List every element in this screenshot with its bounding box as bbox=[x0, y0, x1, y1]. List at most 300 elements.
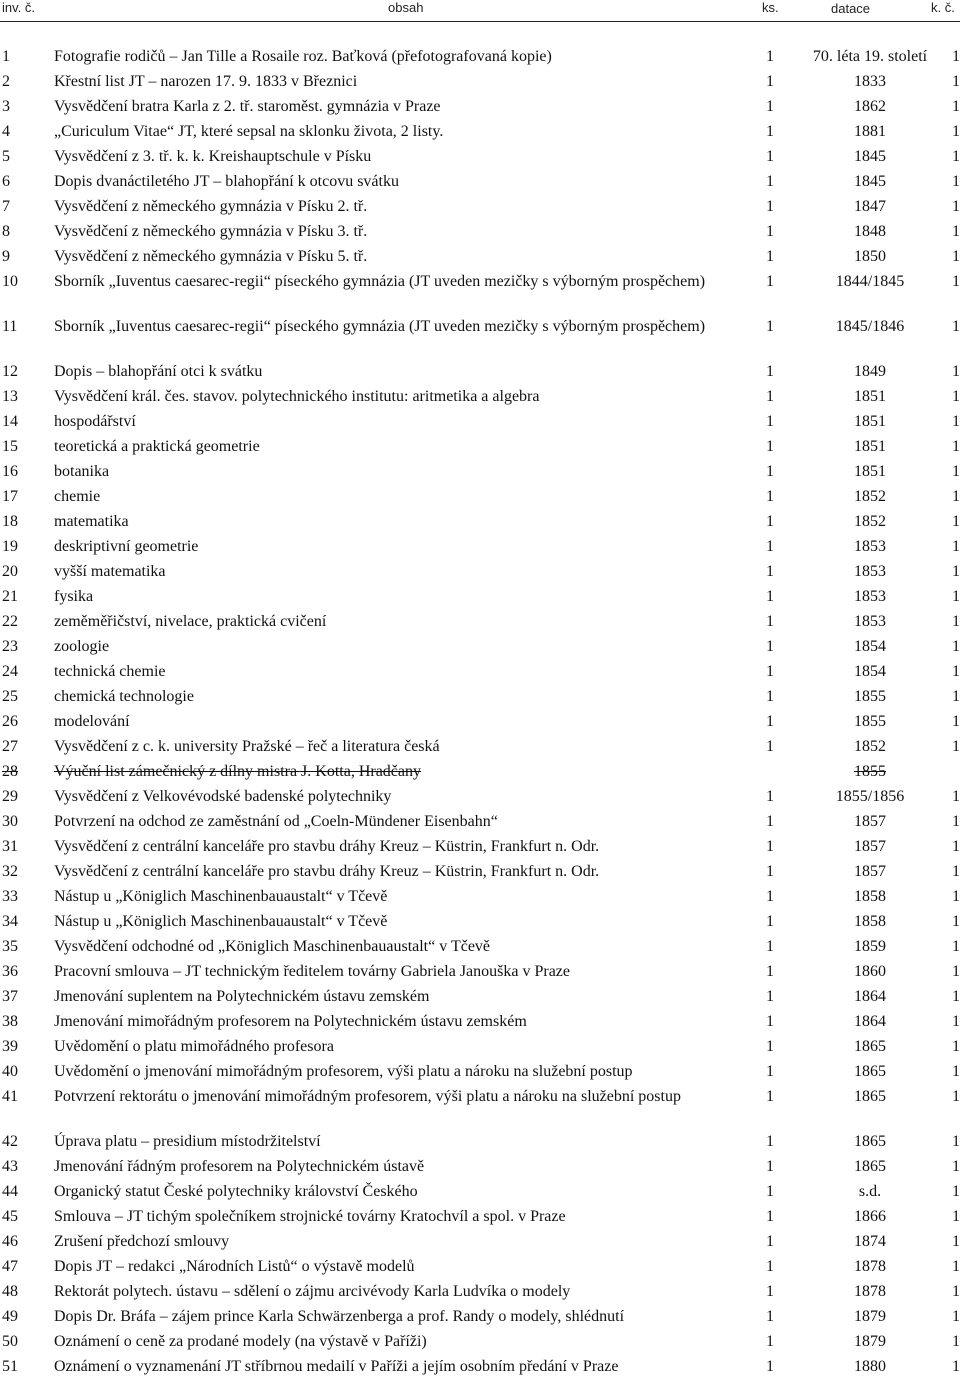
cell-date bbox=[794, 587, 946, 612]
cell-content: modelování bbox=[54, 713, 130, 730]
table-row bbox=[0, 1307, 960, 1332]
cell-date bbox=[794, 197, 946, 222]
cell-box-number: 1 bbox=[952, 688, 960, 705]
date-text: 1851 bbox=[854, 413, 886, 430]
date-text: 1854 bbox=[854, 663, 886, 680]
cell-inv-number: 17 bbox=[2, 488, 18, 505]
cell-count: 1 bbox=[766, 273, 774, 290]
cell-inv-number: 13 bbox=[2, 388, 18, 405]
table-row bbox=[0, 462, 960, 487]
table-row bbox=[0, 197, 960, 222]
table-row bbox=[0, 1207, 960, 1232]
cell-content: Potvrzení na odchod ze zaměstnání od „Coeln-Mündener Eisenbahn“ bbox=[54, 813, 498, 830]
cell-date bbox=[794, 437, 946, 462]
cell-inv-number: 46 bbox=[2, 1233, 18, 1250]
cell-box-number: 1 bbox=[952, 838, 960, 855]
cell-box-number: 1 bbox=[952, 1183, 960, 1200]
table-row bbox=[0, 1062, 960, 1087]
cell-count: 1 bbox=[766, 888, 774, 905]
cell-date bbox=[794, 1087, 946, 1132]
cell-count: 1 bbox=[766, 1063, 774, 1080]
table-row bbox=[0, 247, 960, 272]
table-row bbox=[0, 487, 960, 512]
cell-content: chemie bbox=[54, 488, 101, 505]
cell-date bbox=[794, 222, 946, 247]
cell-count: 1 bbox=[766, 563, 774, 580]
cell-content: teoretická a praktická geometrie bbox=[54, 438, 260, 455]
cell-date bbox=[794, 837, 946, 862]
cell-count: 1 bbox=[766, 588, 774, 605]
cell-box-number: 1 bbox=[952, 148, 960, 165]
date-text: 1862 bbox=[854, 98, 886, 115]
cell-box-number: 1 bbox=[952, 813, 960, 830]
cell-date bbox=[794, 362, 946, 387]
cell-date bbox=[794, 512, 946, 537]
cell-inv-number: 45 bbox=[2, 1208, 18, 1225]
cell-inv-number: 36 bbox=[2, 963, 18, 980]
date-text: 1879 bbox=[854, 1308, 886, 1325]
cell-content: Sborník „Iuventus caesarec-regii“ píseckého gymnázia (JT uveden mezičky s výborným prospěchem) bbox=[54, 318, 706, 335]
cell-count: 1 bbox=[766, 1038, 774, 1055]
date-text: 1852 bbox=[854, 738, 886, 755]
date-text: 1851 bbox=[854, 388, 886, 405]
cell-content: technická chemie bbox=[54, 663, 166, 680]
cell-inv-number: 8 bbox=[2, 223, 10, 240]
cell-box-number: 1 bbox=[952, 123, 960, 140]
date-text: 1854 bbox=[854, 638, 886, 655]
cell-content: „Curiculum Vitae“ JT, které sepsal na sklonku života, 2 listy. bbox=[54, 123, 444, 140]
cell-inv-number: 9 bbox=[2, 248, 10, 265]
cell-inv-number: 40 bbox=[2, 1063, 18, 1080]
column-header-datace: datace bbox=[831, 1, 871, 16]
cell-box-number: 1 bbox=[952, 1063, 960, 1080]
cell-date bbox=[794, 387, 946, 412]
cell-date bbox=[794, 737, 946, 762]
cell-content: zeměměřičství, nivelace, praktická cvičení bbox=[54, 613, 327, 630]
cell-box-number: 1 bbox=[952, 1038, 960, 1055]
cell-date bbox=[794, 662, 946, 687]
cell-count: 1 bbox=[766, 538, 774, 555]
cell-inv-number: 19 bbox=[2, 538, 18, 555]
cell-date bbox=[794, 1357, 946, 1382]
cell-count: 1 bbox=[766, 198, 774, 215]
date-text: 1866 bbox=[854, 1208, 886, 1225]
cell-inv-number: 2 bbox=[2, 73, 10, 90]
date-text: 1865 bbox=[854, 1158, 886, 1175]
cell-count: 1 bbox=[766, 1258, 774, 1275]
date-text: 1879 bbox=[854, 1333, 886, 1350]
cell-box-number: 1 bbox=[952, 788, 960, 805]
cell-count: 1 bbox=[766, 788, 774, 805]
cell-content: Vysvědčení z německého gymnázia v Písku 3. tř. bbox=[54, 223, 368, 240]
cell-date bbox=[794, 1307, 946, 1332]
date-text: 1865 bbox=[854, 1133, 886, 1150]
cell-box-number: 1 bbox=[952, 713, 960, 730]
date-text: 1833 bbox=[854, 73, 886, 90]
cell-date bbox=[794, 812, 946, 837]
cell-content: Organický statut České polytechniky království Českého bbox=[54, 1183, 418, 1200]
cell-content: Dopis Dr. Bráfa – zájem prince Karla Schwärzenberga a prof. Randy o modely, shlédnutí bbox=[54, 1308, 625, 1325]
cell-content: hospodářství bbox=[54, 413, 136, 430]
cell-content: Dopis dvanáctiletého JT – blahopřání k otcovu svátku bbox=[54, 173, 399, 190]
cell-box-number: 1 bbox=[952, 613, 960, 630]
cell-content: Pracovní smlouva – JT technickým ředitelem továrny Gabriela Janouška v Praze bbox=[54, 963, 570, 980]
table-row bbox=[0, 1182, 960, 1207]
date-text: 1845 bbox=[854, 173, 886, 190]
date-text: s.d. bbox=[858, 1183, 882, 1200]
cell-date bbox=[794, 1232, 946, 1257]
cell-count: 1 bbox=[766, 513, 774, 530]
cell-date bbox=[794, 272, 946, 317]
table-row bbox=[0, 762, 960, 787]
cell-content: Jmenování řádným profesorem na Polytechnickém ústavě bbox=[54, 1158, 425, 1175]
cell-inv-number: 50 bbox=[2, 1333, 18, 1350]
cell-count: 1 bbox=[766, 663, 774, 680]
date-text: 1852 bbox=[854, 513, 886, 530]
cell-inv-number: 35 bbox=[2, 938, 18, 955]
date-text: 1874 bbox=[854, 1233, 886, 1250]
cell-box-number: 1 bbox=[952, 1133, 960, 1150]
cell-date bbox=[794, 887, 946, 912]
cell-count: 1 bbox=[766, 988, 774, 1005]
date-text: 1845/1846 bbox=[835, 318, 905, 335]
cell-inv-number: 29 bbox=[2, 788, 18, 805]
cell-date bbox=[794, 317, 946, 362]
cell-content: chemická technologie bbox=[54, 688, 194, 705]
cell-inv-number: 26 bbox=[2, 713, 18, 730]
cell-content: zoologie bbox=[54, 638, 110, 655]
cell-inv-number: 12 bbox=[2, 363, 18, 380]
table-row bbox=[0, 147, 960, 172]
cell-content: Oznámení o vyznamenání JT stříbrnou medailí v Paříži a jejím osobním předání v Praze bbox=[54, 1358, 619, 1375]
table-row bbox=[0, 1012, 960, 1037]
cell-inv-number: 38 bbox=[2, 1013, 18, 1030]
cell-date bbox=[794, 987, 946, 1012]
cell-count: 1 bbox=[766, 1308, 774, 1325]
cell-count: 1 bbox=[766, 248, 774, 265]
cell-inv-number: 47 bbox=[2, 1258, 18, 1275]
cell-content: Nástup u „Königlich Maschinenbauaustalt“ v Tčevě bbox=[54, 913, 388, 930]
date-text: 1851 bbox=[854, 463, 886, 480]
cell-content: Úprava platu – presidium místodržitelství bbox=[54, 1133, 321, 1150]
cell-box-number: 1 bbox=[952, 438, 960, 455]
cell-content: Rektorát polytech. ústavu – sdělení o zájmu arcivévody Karla Ludvíka o modely bbox=[54, 1283, 571, 1300]
cell-box-number: 1 bbox=[952, 318, 960, 335]
cell-content: Výuční list zámečnický z dílny mistra J. Kotta, Hradčany bbox=[54, 763, 422, 780]
cell-box-number: 1 bbox=[952, 248, 960, 265]
cell-date bbox=[794, 172, 946, 197]
cell-date bbox=[794, 787, 946, 812]
cell-count: 1 bbox=[766, 1208, 774, 1225]
cell-content: matematika bbox=[54, 513, 129, 530]
cell-count: 1 bbox=[766, 638, 774, 655]
cell-content: Vysvědčení král. čes. stavov. polytechnického institutu: aritmetika a algebra bbox=[54, 388, 540, 405]
cell-count: 1 bbox=[766, 1183, 774, 1200]
table-row bbox=[0, 712, 960, 737]
table-row bbox=[0, 562, 960, 587]
date-text: 1853 bbox=[854, 613, 886, 630]
cell-content: vyšší matematika bbox=[54, 563, 166, 580]
date-text: 1857 bbox=[854, 838, 886, 855]
date-text: 70. léta 19. století bbox=[812, 48, 928, 65]
table-row bbox=[0, 362, 960, 387]
date-text: 1878 bbox=[854, 1258, 886, 1275]
cell-inv-number: 41 bbox=[2, 1088, 18, 1105]
cell-date bbox=[794, 1207, 946, 1232]
cell-inv-number: 51 bbox=[2, 1358, 18, 1375]
column-header-kc: k. č. bbox=[931, 0, 955, 15]
table-row bbox=[0, 687, 960, 712]
cell-date bbox=[794, 1012, 946, 1037]
cell-count: 1 bbox=[766, 1233, 774, 1250]
date-text: 1865 bbox=[854, 1088, 886, 1105]
cell-inv-number: 33 bbox=[2, 888, 18, 905]
date-text: 1859 bbox=[854, 938, 886, 955]
cell-box-number: 1 bbox=[952, 913, 960, 930]
cell-date bbox=[794, 612, 946, 637]
cell-inv-number: 44 bbox=[2, 1183, 18, 1200]
date-text: 1858 bbox=[854, 888, 886, 905]
cell-content: fysika bbox=[54, 588, 94, 605]
cell-date bbox=[794, 962, 946, 987]
cell-content: Jmenování suplentem na Polytechnickém ústavu zemském bbox=[54, 988, 430, 1005]
table-row bbox=[0, 47, 960, 72]
cell-date bbox=[794, 562, 946, 587]
cell-date bbox=[794, 1332, 946, 1357]
cell-count: 1 bbox=[766, 98, 774, 115]
cell-inv-number: 34 bbox=[2, 913, 18, 930]
cell-box-number: 1 bbox=[952, 413, 960, 430]
cell-content: Vysvědčení bratra Karla z 2. tř. staroměst. gymnázia v Praze bbox=[54, 98, 441, 115]
cell-inv-number: 25 bbox=[2, 688, 18, 705]
cell-box-number: 1 bbox=[952, 963, 960, 980]
table-row bbox=[0, 97, 960, 122]
column-header-obsah: obsah bbox=[388, 0, 424, 15]
cell-inv-number: 16 bbox=[2, 463, 18, 480]
cell-content: deskriptivní geometrie bbox=[54, 538, 199, 555]
cell-box-number: 1 bbox=[952, 738, 960, 755]
date-text: 1851 bbox=[854, 438, 886, 455]
date-text: 1849 bbox=[854, 363, 886, 380]
cell-inv-number: 21 bbox=[2, 588, 18, 605]
date-text: 1855 bbox=[854, 688, 886, 705]
cell-content: Vysvědčení z 3. tř. k. k. Kreishauptschule v Písku bbox=[54, 148, 372, 165]
date-text: 1845 bbox=[854, 148, 886, 165]
cell-box-number: 1 bbox=[952, 198, 960, 215]
cell-content: botanika bbox=[54, 463, 110, 480]
cell-box-number: 1 bbox=[952, 513, 960, 530]
cell-inv-number: 48 bbox=[2, 1283, 18, 1300]
cell-content: Vysvědčení z centrální kanceláře pro stavbu dráhy Kreuz – Küstrin, Frankfurt n. Odr. bbox=[54, 863, 600, 880]
cell-count: 1 bbox=[766, 688, 774, 705]
cell-count: 1 bbox=[766, 363, 774, 380]
cell-count: 1 bbox=[766, 1358, 774, 1375]
cell-inv-number: 15 bbox=[2, 438, 18, 455]
cell-box-number: 1 bbox=[952, 1013, 960, 1030]
cell-inv-number: 1 bbox=[2, 48, 10, 65]
cell-count: 1 bbox=[766, 1013, 774, 1030]
cell-content: Vysvědčení z c. k. university Pražské – řeč a literatura česká bbox=[54, 738, 440, 755]
table-row bbox=[0, 962, 960, 987]
table-row bbox=[0, 272, 960, 317]
cell-content: Smlouva – JT tichým společníkem strojnické továrny Kratochvíl a spol. v Praze bbox=[54, 1208, 566, 1225]
cell-box-number: 1 bbox=[952, 938, 960, 955]
date-text: 1853 bbox=[854, 563, 886, 580]
cell-box-number: 1 bbox=[952, 663, 960, 680]
cell-box-number: 1 bbox=[952, 98, 960, 115]
cell-date bbox=[794, 1062, 946, 1087]
cell-inv-number: 3 bbox=[2, 98, 10, 115]
cell-date bbox=[794, 1282, 946, 1307]
cell-inv-number: 31 bbox=[2, 838, 18, 855]
date-text: 1864 bbox=[854, 1013, 886, 1030]
cell-inv-number: 27 bbox=[2, 738, 18, 755]
table-row bbox=[0, 1357, 960, 1382]
cell-inv-number: 11 bbox=[2, 318, 18, 335]
cell-box-number: 1 bbox=[952, 48, 960, 65]
cell-content: Oznámení o ceně za prodané modely (na výstavě v Paříži) bbox=[54, 1333, 427, 1350]
cell-box-number: 1 bbox=[952, 1233, 960, 1250]
cell-count: 1 bbox=[766, 388, 774, 405]
cell-content: Vysvědčení z německého gymnázia v Písku 2. tř. bbox=[54, 198, 368, 215]
date-text: 1853 bbox=[854, 538, 886, 555]
cell-count: 1 bbox=[766, 813, 774, 830]
cell-box-number: 1 bbox=[952, 488, 960, 505]
table-row bbox=[0, 937, 960, 962]
cell-box-number: 1 bbox=[952, 888, 960, 905]
date-text: 1855 bbox=[854, 713, 886, 730]
table-row bbox=[0, 1132, 960, 1157]
cell-inv-number: 20 bbox=[2, 563, 18, 580]
cell-box-number: 1 bbox=[952, 223, 960, 240]
cell-date bbox=[794, 487, 946, 512]
cell-count: 1 bbox=[766, 123, 774, 140]
cell-content: Potvrzení rektorátu o jmenování mimořádným profesorem, výši platu a nároku na služební postup bbox=[54, 1088, 681, 1105]
cell-count: 1 bbox=[766, 1333, 774, 1350]
cell-box-number: 1 bbox=[952, 463, 960, 480]
cell-date bbox=[794, 1132, 946, 1157]
cell-box-number: 1 bbox=[952, 1088, 960, 1105]
table-row bbox=[0, 317, 960, 362]
cell-date bbox=[794, 122, 946, 147]
cell-inv-number: 4 bbox=[2, 123, 10, 140]
cell-count: 1 bbox=[766, 413, 774, 430]
cell-inv-number: 43 bbox=[2, 1158, 18, 1175]
date-text: 1857 bbox=[854, 863, 886, 880]
date-text: 1858 bbox=[854, 913, 886, 930]
cell-date bbox=[794, 72, 946, 97]
cell-count: 1 bbox=[766, 1088, 774, 1105]
table-row bbox=[0, 412, 960, 437]
date-text: 1855/1856 bbox=[835, 788, 905, 805]
cell-inv-number: 10 bbox=[2, 273, 18, 290]
cell-box-number: 1 bbox=[952, 388, 960, 405]
date-text: 1865 bbox=[854, 1038, 886, 1055]
cell-date bbox=[794, 637, 946, 662]
cell-box-number: 1 bbox=[952, 863, 960, 880]
cell-content: Vysvědčení z centrální kanceláře pro stavbu dráhy Kreuz – Küstrin, Frankfurt n. Odr. bbox=[54, 838, 600, 855]
cell-count: 1 bbox=[766, 863, 774, 880]
cell-inv-number: 49 bbox=[2, 1308, 18, 1325]
cell-count: 1 bbox=[766, 963, 774, 980]
table-row bbox=[0, 437, 960, 462]
date-text: 1848 bbox=[854, 223, 886, 240]
date-text: 1880 bbox=[854, 1358, 886, 1375]
date-text: 1865 bbox=[854, 1063, 886, 1080]
cell-date bbox=[794, 147, 946, 172]
table-row bbox=[0, 787, 960, 812]
cell-count: 1 bbox=[766, 173, 774, 190]
cell-content: Zrušení předchozí smlouvy bbox=[54, 1233, 230, 1250]
cell-date bbox=[794, 1257, 946, 1282]
header-divider bbox=[0, 21, 960, 22]
column-header-ks: ks. bbox=[762, 0, 779, 15]
table-row bbox=[0, 1332, 960, 1357]
cell-box-number: 1 bbox=[952, 1358, 960, 1375]
table-row bbox=[0, 1282, 960, 1307]
cell-date bbox=[794, 687, 946, 712]
cell-date bbox=[794, 1037, 946, 1062]
cell-date bbox=[794, 1157, 946, 1182]
date-text: 1855 bbox=[854, 763, 886, 780]
table-row bbox=[0, 512, 960, 537]
cell-box-number: 1 bbox=[952, 538, 960, 555]
cell-date bbox=[794, 937, 946, 962]
cell-content: Dopis JT – redakci „Národních Listů“ o výstavě modelů bbox=[54, 1258, 415, 1275]
cell-date bbox=[794, 912, 946, 937]
cell-content: Nástup u „Königlich Maschinenbauaustalt“ v Tčevě bbox=[54, 888, 388, 905]
cell-inv-number: 39 bbox=[2, 1038, 18, 1055]
table-row bbox=[0, 387, 960, 412]
cell-box-number: 1 bbox=[952, 1283, 960, 1300]
cell-box-number: 1 bbox=[952, 1158, 960, 1175]
cell-inv-number: 42 bbox=[2, 1133, 18, 1150]
cell-box-number: 1 bbox=[952, 988, 960, 1005]
table-row bbox=[0, 912, 960, 937]
cell-content: Vysvědčení odchodné od „Königlich Maschinenbauaustalt“ v Tčevě bbox=[54, 938, 491, 955]
cell-box-number: 1 bbox=[952, 563, 960, 580]
cell-count: 1 bbox=[766, 73, 774, 90]
cell-count: 1 bbox=[766, 738, 774, 755]
table-row bbox=[0, 1087, 960, 1132]
cell-content: Sborník „Iuventus caesarec-regii“ píseckého gymnázia (JT uveden mezičky s výborným prospěchem) bbox=[54, 273, 706, 290]
cell-inv-number: 5 bbox=[2, 148, 10, 165]
table-header bbox=[0, 0, 960, 20]
cell-count: 1 bbox=[766, 1133, 774, 1150]
cell-box-number: 1 bbox=[952, 588, 960, 605]
date-text: 1860 bbox=[854, 963, 886, 980]
cell-count: 1 bbox=[766, 1283, 774, 1300]
cell-content: Křestní list JT – narozen 17. 9. 1833 v Březnici bbox=[54, 73, 358, 90]
date-text: 1881 bbox=[854, 123, 886, 140]
table-row bbox=[0, 1232, 960, 1257]
table-row bbox=[0, 122, 960, 147]
date-text: 1844/1845 bbox=[835, 273, 905, 290]
cell-box-number: 1 bbox=[952, 173, 960, 190]
table-row bbox=[0, 737, 960, 762]
cell-count: 1 bbox=[766, 318, 774, 335]
cell-count: 1 bbox=[766, 613, 774, 630]
cell-count: 1 bbox=[766, 913, 774, 930]
cell-date bbox=[794, 412, 946, 437]
date-text: 1850 bbox=[854, 248, 886, 265]
cell-box-number: 1 bbox=[952, 273, 960, 290]
table-row bbox=[0, 1037, 960, 1062]
table-row bbox=[0, 172, 960, 197]
table-row bbox=[0, 1157, 960, 1182]
table-row bbox=[0, 537, 960, 562]
date-text: 1864 bbox=[854, 988, 886, 1005]
